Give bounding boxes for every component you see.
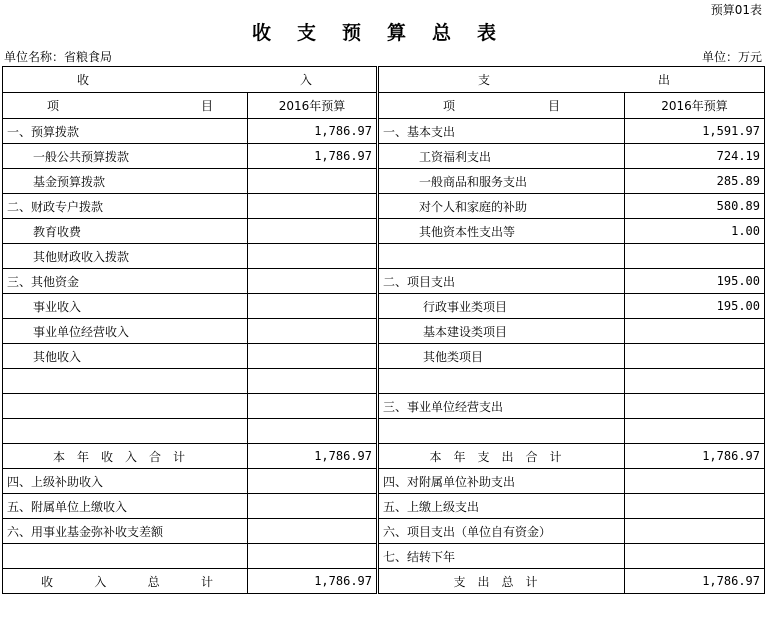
- extra-expense-value: [625, 544, 765, 569]
- extra-expense-label: 七、结转下年: [378, 544, 625, 569]
- table-row: [3, 244, 765, 269]
- table-row: [3, 194, 765, 219]
- income-item-label: 三、其他资金: [3, 269, 248, 294]
- table-row: [3, 269, 765, 294]
- expense-item-label: 基本建设类项目: [378, 319, 625, 344]
- expense-item-label: 其他资本性支出等: [378, 219, 625, 244]
- expense-item-value: 195.00: [625, 294, 765, 319]
- subtotal-row: [3, 444, 765, 469]
- extra-expense-value: [625, 519, 765, 544]
- extra-expense-label: 五、上缴上级支出: [378, 494, 625, 519]
- table-row: [3, 369, 765, 394]
- income-item-header: 项 目: [3, 93, 248, 119]
- expense-item-label: 工资福利支出: [378, 144, 625, 169]
- table-row: [3, 219, 765, 244]
- expense-subtotal-label: 本年支出合计: [378, 444, 625, 469]
- income-item-value: 1,786.97: [248, 144, 378, 169]
- expense-item-label: [378, 244, 625, 269]
- header-row-2: [3, 93, 765, 119]
- expense-item-header: 项 目: [378, 93, 625, 119]
- income-item-label: 其他收入: [3, 344, 248, 369]
- expense-item-label: [378, 369, 625, 394]
- income-subtotal-value: 1,786.97: [248, 444, 378, 469]
- expense-item-value: 195.00: [625, 269, 765, 294]
- expense-item-value: [625, 369, 765, 394]
- extra-body: [3, 469, 765, 569]
- income-item-label: [3, 419, 248, 444]
- expense-item-value: 1,591.97: [625, 119, 765, 144]
- expense-item-value: 580.89: [625, 194, 765, 219]
- expense-item-label: 一般商品和服务支出: [378, 169, 625, 194]
- extra-income-label: 四、上级补助收入: [3, 469, 248, 494]
- expense-item-label: 行政事业类项目: [378, 294, 625, 319]
- expense-total-value: 1,786.97: [625, 569, 765, 594]
- total-row: [3, 569, 765, 594]
- budget-body: [3, 119, 765, 444]
- income-total-value: 1,786.97: [248, 569, 378, 594]
- income-item-value: [248, 294, 378, 319]
- expense-item-label: [378, 419, 625, 444]
- income-item-value: 1,786.97: [248, 119, 378, 144]
- expense-item-label: 一、基本支出: [378, 119, 625, 144]
- expense-item-value: [625, 419, 765, 444]
- extra-expense-value: [625, 469, 765, 494]
- expense-item-value: [625, 394, 765, 419]
- expense-item-label: 对个人和家庭的补助: [378, 194, 625, 219]
- income-item-value: [248, 269, 378, 294]
- expense-item-value: 724.19: [625, 144, 765, 169]
- expense-item-value: [625, 344, 765, 369]
- income-item-value: [248, 369, 378, 394]
- income-item-value: [248, 194, 378, 219]
- income-item-label: 事业收入: [3, 294, 248, 319]
- table-row: [3, 344, 765, 369]
- extra-income-label: 六、用事业基金弥补收支差额: [3, 519, 248, 544]
- extra-income-value: [248, 494, 378, 519]
- table-row: [3, 294, 765, 319]
- income-item-value: [248, 344, 378, 369]
- expense-item-label: 二、项目支出: [378, 269, 625, 294]
- income-item-label: 二、财政专户拨款: [3, 194, 248, 219]
- expense-header: 支 出: [378, 67, 765, 93]
- income-item-value: [248, 169, 378, 194]
- extra-expense-label: 四、对附属单位补助支出: [378, 469, 625, 494]
- income-item-label: [3, 394, 248, 419]
- table-row: [3, 119, 765, 144]
- income-item-value: [248, 244, 378, 269]
- income-item-value: [248, 319, 378, 344]
- expense-item-value: [625, 244, 765, 269]
- extra-income-value: [248, 544, 378, 569]
- expense-item-value: 285.89: [625, 169, 765, 194]
- income-item-value: [248, 394, 378, 419]
- header-row-1: [3, 67, 765, 93]
- income-item-value: [248, 419, 378, 444]
- table-row: [3, 494, 765, 519]
- table-row: [3, 519, 765, 544]
- income-item-label: 一、预算拨款: [3, 119, 248, 144]
- income-item-label: 教育收费: [3, 219, 248, 244]
- extra-expense-value: [625, 494, 765, 519]
- table-row: [3, 544, 765, 569]
- budget-table: [2, 66, 765, 594]
- income-total-label: 收 入 总 计: [3, 569, 248, 594]
- expense-total-label: 支出总计: [378, 569, 625, 594]
- expense-item-value: [625, 319, 765, 344]
- expense-item-label: 三、事业单位经营支出: [378, 394, 625, 419]
- extra-income-value: [248, 519, 378, 544]
- extra-income-value: [248, 469, 378, 494]
- table-row: [3, 319, 765, 344]
- expense-subtotal-value: 1,786.97: [625, 444, 765, 469]
- income-header: 收 入: [3, 67, 378, 93]
- income-item-label: [3, 369, 248, 394]
- income-item-label: 一般公共预算拨款: [3, 144, 248, 169]
- currency-unit: 单位：万元: [701, 50, 762, 64]
- form-number: 预算01表: [710, 3, 762, 17]
- unit-name: 单位名称：省粮食局: [4, 50, 113, 64]
- extra-income-label: [3, 544, 248, 569]
- page-title: 收支预算总表: [251, 22, 522, 44]
- income-item-label: 基金预算拨款: [3, 169, 248, 194]
- expense-item-label: 其他类项目: [378, 344, 625, 369]
- expense-item-value: 1.00: [625, 219, 765, 244]
- income-subtotal-label: 本年收入合计: [3, 444, 248, 469]
- table-row: [3, 469, 765, 494]
- table-row: [3, 169, 765, 194]
- extra-income-label: 五、附属单位上缴收入: [3, 494, 248, 519]
- expense-budget-header: 2016年预算: [625, 93, 765, 119]
- extra-expense-label: 六、项目支出（单位自有资金）: [378, 519, 625, 544]
- table-row: [3, 144, 765, 169]
- table-row: [3, 394, 765, 419]
- table-row: [3, 419, 765, 444]
- income-item-label: 其他财政收入拨款: [3, 244, 248, 269]
- income-item-value: [248, 219, 378, 244]
- income-budget-header: 2016年预算: [248, 93, 378, 119]
- income-item-label: 事业单位经营收入: [3, 319, 248, 344]
